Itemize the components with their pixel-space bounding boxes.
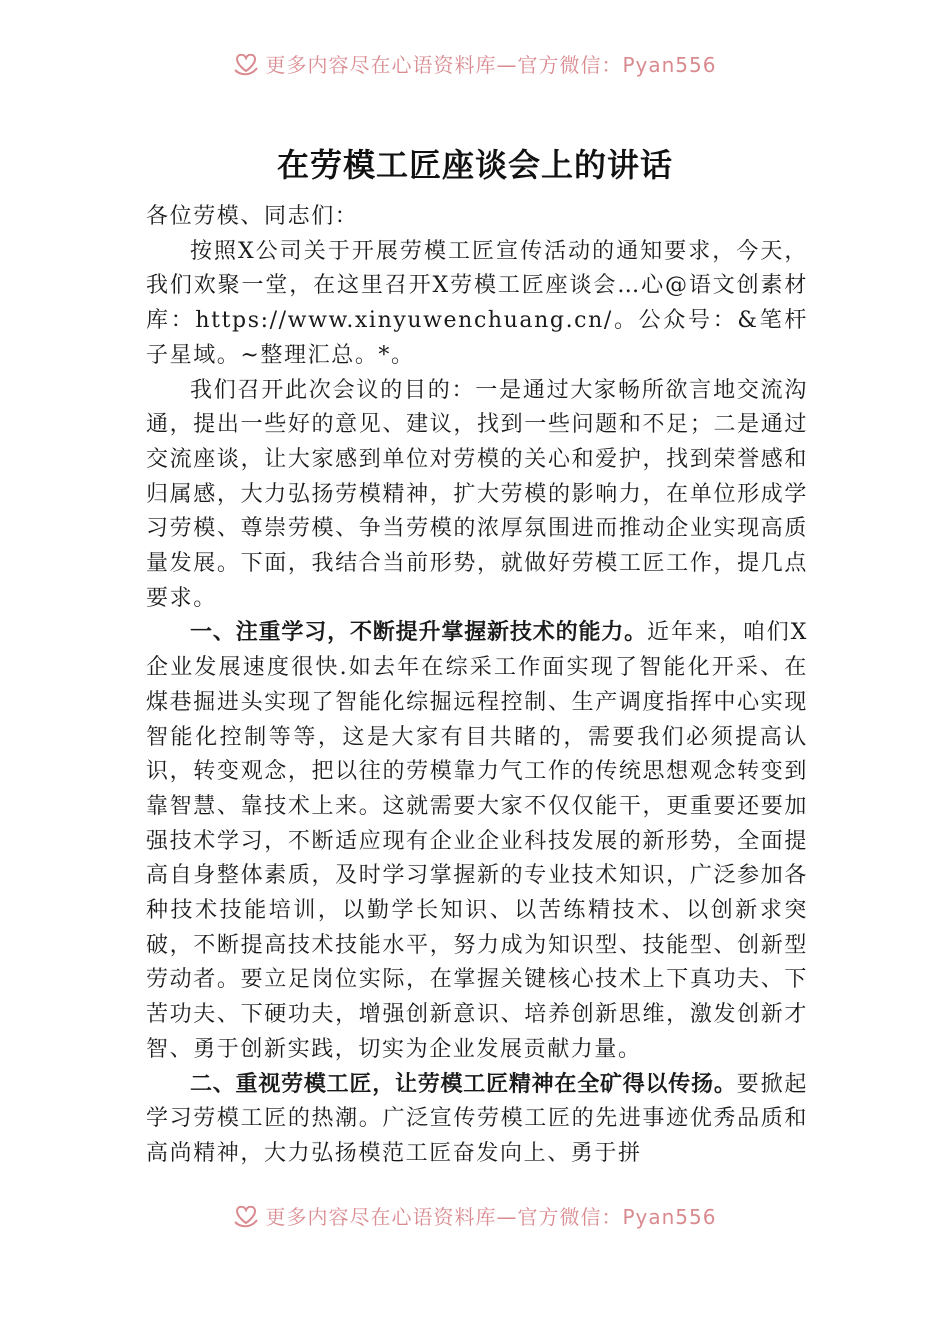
section-heading-2: 二、重视劳模工匠，让劳模工匠精神在全矿得以传扬。 — [190, 1071, 737, 1097]
section-heading-1: 一、注重学习，不断提升掌握新技术的能力。 — [190, 620, 648, 646]
brand-logo-icon — [233, 1206, 259, 1228]
brand-logo-icon — [233, 54, 259, 76]
paragraph-3 — [146, 616, 808, 1067]
salutation: 各位劳模、同志们： — [146, 204, 359, 229]
document-body — [146, 200, 808, 1172]
paragraph-text: 按照X公司关于开展劳模工匠宣传活动的通知要求，今天，我们欢聚一堂，在这里召开X劳模工匠座谈会…心@语文创素材库：https://www.xinyuwenchuang.cn/。公众号：&笔杆子星域。~整理汇总。*。 — [146, 238, 808, 368]
paragraph-text: 近年来，咱们X企业发展速度很快.如去年在综采工作面实现了智能化开采、在煤巷掘进头实现了智能化综掘远程控制、生产调度指挥中心实现智能化控制等等，这是大家有目共睹的，需要我们必须提高认识，转变观念，把以往的劳模靠力气工作的传统思想观念转变到靠智慧、靠技术上来。这就需要大家不仅仅能干，更重要还要加强技术学习，不断适应现有企业企业科技发展的新形势，全面提高自身整体素质，及时学习掌握新的专业技术知识，广泛参加各种技术技能培训，以勤学长知识、以苦练精技术、以创新求突破，不断提高技术技能水平，努力成为知识型、技能型、创新型劳动者。要立足岗位实际，在掌握关键核心技术上下真功夫、下苦功夫、下硬功夫，增强创新意识、培养创新思维，激发创新才智、勇于创新实践，切实为企业发展贡献力量。 — [146, 620, 808, 1062]
document-title: 在劳模工匠座谈会上的讲话 — [276, 146, 673, 184]
paragraph-2 — [146, 374, 808, 617]
paragraph-text: 我们召开此次会议的目的：一是通过大家畅所欲言地交流沟通，提出一些好的意见、建议，找到一些问题和不足；二是通过交流座谈，让大家感到单位对劳模的关心和爱护，找到荣誉感和归属感，大力弘扬劳模精神，扩大劳模的影响力，在单位形成学习劳模、尊崇劳模、争当劳模的浓厚氛围进而推动企业实现高质量发展。下面，我结合当前形势，就做好劳模工匠工作，提几点要求。 — [146, 377, 808, 611]
watermark-text: 更多内容尽在心语资料库—官方微信：Pyan556 — [265, 54, 717, 77]
paragraph-text: 要掀起学习劳模工匠的热潮。广泛宣传劳模工匠的先进事迹优秀品质和高尚精神，大力弘扬模范工匠奋发向上、勇于拼 — [146, 1071, 808, 1166]
watermark-footer — [0, 1206, 950, 1236]
watermark-header — [0, 54, 950, 84]
paragraph-4 — [146, 1068, 808, 1172]
watermark-text: 更多内容尽在心语资料库—官方微信：Pyan556 — [265, 1206, 717, 1229]
paragraph-1 — [146, 235, 808, 374]
